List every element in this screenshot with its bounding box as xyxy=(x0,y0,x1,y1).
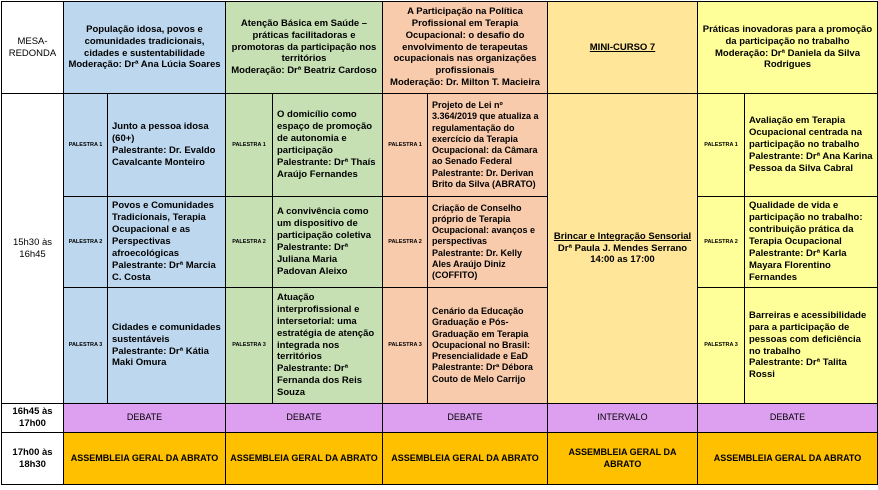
assembly-col3: ASSEMBLEIA GERAL DA ABRATO xyxy=(383,433,548,485)
col2-palestra-1-label: PALESTRA 1 xyxy=(226,94,273,197)
header-col1 xyxy=(64,2,226,94)
col5-palestra-1-label: PALESTRA 1 xyxy=(698,94,745,197)
col2-palestra-1: O domicílio como espaço de promoção de autonomia e participação Palestrante: Drª Thaís Araújo Fernandes xyxy=(273,94,383,197)
debate-col5: DEBATE xyxy=(698,404,878,433)
col3-palestra-2: Criação de Conselho próprio de Terapia Ocupacional: avanços e perspectivas Palestrante: Dr. Kelly Ales Araújo Diniz (COFFITO) xyxy=(428,197,548,288)
col2-palestra-2-label: PALESTRA 2 xyxy=(226,197,273,288)
debate-col2: DEBATE xyxy=(226,404,383,433)
row-label-mesa-redonda: MESA-REDONDA xyxy=(2,2,64,94)
col3-palestra-3: Cenário da Educação Graduação e Pós-Graduação em Terapia Ocupacional no Brasil: Presencialidade e EaD Palestrante: Drª Débora Couto de Melo Carrijo xyxy=(428,288,548,404)
assembly-col5: ASSEMBLEIA GERAL DA ABRATO xyxy=(698,433,878,485)
assembly-col2: ASSEMBLEIA GERAL DA ABRATO xyxy=(226,433,383,485)
header-col5-title: Práticas inovadoras para a promoção da participação no trabalho xyxy=(702,23,873,47)
header-col3-moderation: Moderação: Dr. Milton T. Macieira xyxy=(390,77,540,89)
col2-palestra-3: Atuação interprofissional e intersetorial: uma estratégia de atenção integrada nos territórios Palestrante: Drª Fernanda dos Reis Souza xyxy=(273,288,383,404)
minicurso-title: Brincar e Integração Sensorial xyxy=(553,230,692,242)
minicurso-speaker: Drª Paula J. Mendes Serrano xyxy=(557,242,688,254)
col1-palestra-1: Junto a pessoa idosa (60+) Palestrante: Dr. Evaldo Cavalcante Monteiro xyxy=(108,94,226,197)
col5-palestra-2: Qualidade de vida e participação no trabalho: contribuição prática da Terapia Ocupacional Palestrante: Drª Karla Mayara Florentino Fernandes xyxy=(745,197,878,288)
minicurso-session xyxy=(548,94,698,404)
col3-palestra-3-label: PALESTRA 3 xyxy=(383,288,428,404)
col5-palestra-2-label: PALESTRA 2 xyxy=(698,197,745,288)
col1-palestra-2-label: PALESTRA 2 xyxy=(64,197,108,288)
header-col4 xyxy=(548,2,698,94)
header-col4-title: MINI-CURSO 7 xyxy=(589,41,656,53)
col2-palestra-2: A convivência como um dispositivo de participação coletiva Palestrante: Drª Juliana Maria Padovan Aleixo xyxy=(273,197,383,288)
header-col3 xyxy=(383,2,548,94)
debate-col3: DEBATE xyxy=(383,404,548,433)
col3-palestra-2-label: PALESTRA 2 xyxy=(383,197,428,288)
assembly-col1: ASSEMBLEIA GERAL DA ABRATO xyxy=(64,433,226,485)
assembly-time: 17h00 às 18h30 xyxy=(2,433,64,485)
debate-col1: DEBATE xyxy=(64,404,226,433)
debate-time: 16h45 às 17h00 xyxy=(2,404,64,433)
intervalo-col4: INTERVALO xyxy=(548,404,698,433)
schedule-table xyxy=(1,1,878,485)
header-col2-moderation: Moderação: Drª Beatriz Cardoso xyxy=(231,65,377,77)
col5-palestra-1: Avaliação em Terapia Ocupacional centrada na participação no trabalho Palestrante: Drª Ana Karina Pessoa da Silva Cabral xyxy=(745,94,878,197)
header-col3-title: A Participação na Política Profissional em Terapia Ocupacional: o desafio do envolvimento de terapeutas ocupacionais nas organizações profissionais xyxy=(393,5,537,77)
col1-palestra-3: Cidades e comunidades sustentáveis Palestrante: Drª Kátia Maki Omura xyxy=(108,288,226,404)
col5-palestra-3-label: PALESTRA 3 xyxy=(698,288,745,404)
header-col5-moderation: Moderação: Drª Daniela da Silva Rodrigues xyxy=(714,47,860,71)
header-col1-moderation: Moderação: Drª Ana Lúcia Soares xyxy=(68,59,221,71)
assembly-col4: ASSEMBLEIA GERAL DA ABRATO xyxy=(548,433,698,485)
session-time: 15h30 às 16h45 xyxy=(2,94,64,404)
col1-palestra-2: Povos e Comunidades Tradicionais, Terapia Ocupacional e as Perspectivas afroecológicas Palestrante: Drª Marcia C. Costa xyxy=(108,197,226,288)
col1-palestra-1-label: PALESTRA 1 xyxy=(64,94,108,197)
col3-palestra-1: Projeto de Lei nº 3.364/2019 que atualiza a regulamentação do exercício da Terapia Ocupacional: da Câmara ao Senado Federal Palestrante: Dr. Derivan Brito da Silva (ABRATO) xyxy=(428,94,548,197)
minicurso-hours: 14:00 as 17:00 xyxy=(590,254,655,266)
header-col1-title: População idosa, povos e comunidades tradicionais, cidades e sustentabilidade xyxy=(84,23,205,59)
header-col5 xyxy=(698,2,878,94)
col5-palestra-3: Barreiras e acessibilidade para a participação de pessoas com deficiência no trabalho Palestrante: Drª Talita Rossi xyxy=(745,288,878,404)
col3-palestra-1-label: PALESTRA 1 xyxy=(383,94,428,197)
col2-palestra-3-label: PALESTRA 3 xyxy=(226,288,273,404)
col1-palestra-3-label: PALESTRA 3 xyxy=(64,288,108,404)
header-col2-title: Atenção Básica em Saúde – práticas facilitadoras e promotoras da participação nos territórios xyxy=(231,17,377,65)
header-col2 xyxy=(226,2,383,94)
